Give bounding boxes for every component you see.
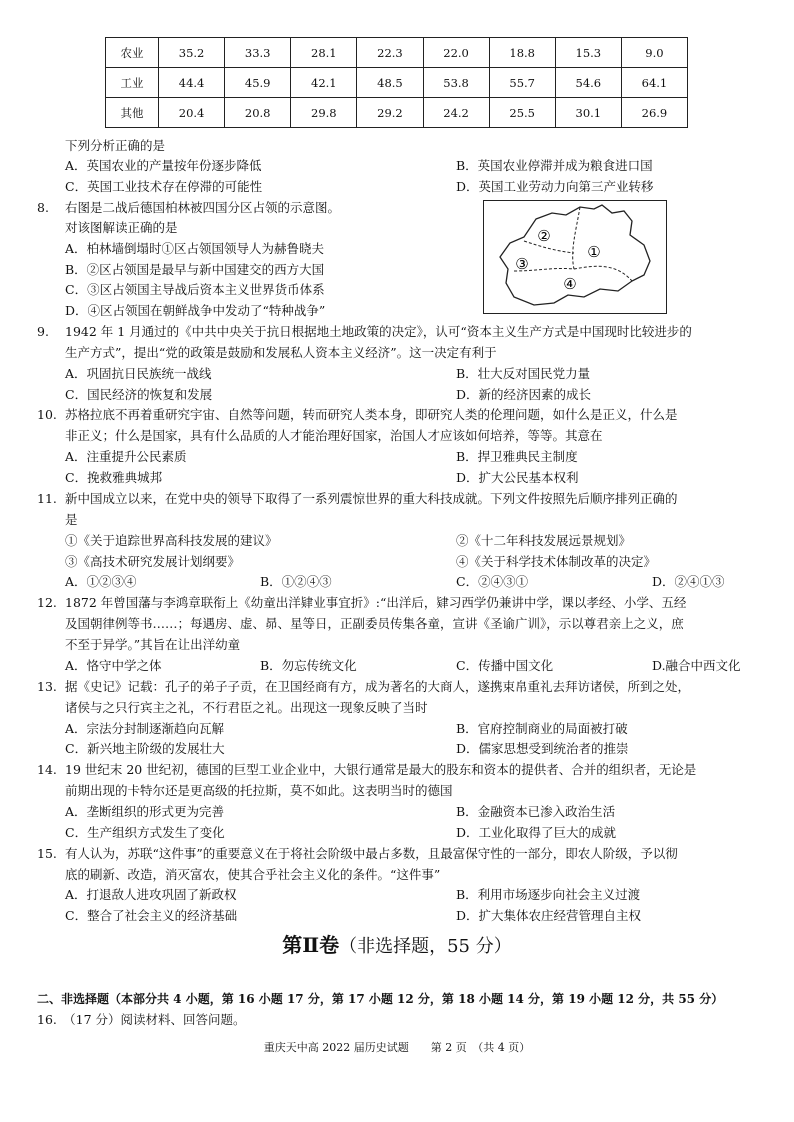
table-cell: 29.2 [357,98,423,128]
part2-title-main: 第Ⅱ卷 [282,933,340,957]
q9-option-c: C．国民经济的恢复和发展 [65,387,213,402]
q10-number: 10. [37,407,57,422]
q14-option-c: C．生产组织方式发生了变化 [65,825,225,840]
q11-option-c: C．②④③① [456,574,529,589]
data-table [105,37,688,128]
table-cell: 33.3 [225,38,291,68]
table-cell: 22.3 [357,38,423,68]
q11-item-1: ①《关于追踪世界高科技发展的建议》 [65,533,278,548]
berlin-sector-map [483,200,667,314]
q13-option-a: A．宗法分封制逐渐趋向瓦解 [65,721,225,736]
table-cell: 55.7 [489,68,555,98]
row-label: 农业 [106,38,159,68]
table-cell: 15.3 [555,38,621,68]
q11-option-b: B．①②④③ [260,574,332,589]
q15-stem-line2: 底的刷新、改造，消灭富农，使其合乎社会主义化的条件。“这件事” [65,867,441,882]
q13-option-d: D．儒家思想受到统治者的推崇 [456,741,629,756]
q10-stem-line1: 苏格拉底不再着重研究宇宙、自然等问题，转而研究人类本身，即研究人类的伦理问题，如什么是正义，什么是 [65,407,678,422]
q7-option-d: D．英国工业劳动力向第三产业转移 [456,179,654,194]
q14-number: 14. [37,762,57,777]
table-cell: 26.9 [621,98,687,128]
table-cell: 30.1 [555,98,621,128]
q8-option-a: A．柏林墙倒塌时①区占领国领导人为赫鲁晓夫 [65,241,325,256]
q13-stem-line1: 据《史记》记载：孔子的弟子子贡，在卫国经商有方，成为著名的大商人，遂携束帛重礼去拜访诸侯，所到之处， [65,679,691,694]
table-cell: 29.8 [291,98,357,128]
q9-number: 9. [37,324,49,339]
table-cell: 20.4 [159,98,225,128]
q7-option-b: B．英国农业停滞并成为粮食进口国 [456,158,653,173]
q16-intro: 16. （17 分）阅读材料、回答问题。 [37,1012,246,1027]
q14-option-b: B．金融资本已渗入政治生活 [456,804,616,819]
map-label-1: ① [587,243,601,261]
table-cell: 22.0 [423,38,489,68]
q15-option-b: B．利用市场逐步向社会主义过渡 [456,887,641,902]
q10-option-d: D．扩大公民基本权利 [456,470,579,485]
q13-option-c: C．新兴地主阶级的发展壮大 [65,741,225,756]
table-cell: 54.6 [555,68,621,98]
table-cell: 24.2 [423,98,489,128]
q15-stem-line1: 有人认为，苏联“这件事”的重要意义在于将社会阶级中最占多数，且最富保守性的一部分，即农人阶级，予以彻 [65,846,678,861]
map-label-4: ④ [563,275,577,293]
table-row [106,68,688,98]
sector-border-1 [573,207,580,269]
q11-option-a: A．①②③④ [65,574,137,589]
table-cell: 28.1 [291,38,357,68]
table-cell: 20.8 [225,98,291,128]
table-cell: 48.5 [357,68,423,98]
table-row [106,98,688,128]
table-cell: 64.1 [621,68,687,98]
q10-stem-line2: 非正义；什么是国家，具有什么品质的人才能治理好国家，治国人才应该如何培养，等等。其意在 [65,428,603,443]
row-label: 工业 [106,68,159,98]
table-cell: 42.1 [291,68,357,98]
q7-option-a: A．英国农业的产量按年份逐步降低 [65,158,262,173]
q15-option-a: A．打退敌人进攻巩固了新政权 [65,887,237,902]
q13-option-b: B．官府控制商业的局面被打破 [456,721,628,736]
map-label-3: ③ [515,255,529,273]
q9-stem-line2: 生产方式”，提出“党的政策是鼓励和发展私人资本主义经济”。这一决定有利于 [65,345,497,360]
q9-option-d: D．新的经济因素的成长 [456,387,592,402]
part2-heading: 二、非选择题（本部分共 4 小题，第 16 小题 17 分，第 17 小题 12 分，第 18 小题 14 分，第 19 小题 12 分，共 55 分） [37,992,724,1006]
q8-stem-line1: 右图是二战后德国柏林被四国分区占领的示意图。 [65,200,341,215]
q9-stem-line1: 1942 年 1 月通过的《中共中央关于抗日根据地土地政策的决定》，认可“资本主义生产方式是中国现时比较进步的 [65,324,692,339]
table-cell: 53.8 [423,68,489,98]
page-footer: 重庆天中高 2022 届历史试题 第 2 页 （共 4 页） [263,1041,531,1054]
berlin-map-drawing [484,201,666,313]
q11-stem-line1: 新中国成立以来，在党中央的领导下取得了一系列震惊世界的重大科技成就。下列文件按照先后顺序排列正确的 [65,491,678,506]
table-cell: 25.5 [489,98,555,128]
q10-option-a: A．注重提升公民素质 [65,449,187,464]
q15-option-d: D．扩大集体农庄经营管理自主权 [456,908,642,923]
part2-title-sub: （非选择题，55 分） [339,936,512,957]
q11-item-4: ④《关于科学技术体制改革的决定》 [456,554,657,569]
q7-stem: 下列分析正确的是 [65,138,166,153]
q11-stem-line2: 是 [65,512,78,527]
q9-option-b: B．壮大反对国民党力量 [456,366,591,381]
q13-number: 13. [37,679,57,694]
q11-option-d: D．②④①③ [652,574,725,589]
table-cell: 44.4 [159,68,225,98]
q12-stem-line1: 1872 年曾国藩与李鸿章联衔上《幼童出洋肄业事宜折》:“出洋后，肄习西学仍兼讲中学，课以孝经、小学、五经 [65,595,687,610]
q11-number: 11. [37,491,57,506]
q8-option-b: B．②区占领国是最早与新中国建交的西方大国 [65,262,325,277]
q12-stem-line2: 及国朝律例等书……；每遇房、虚、昴、星等日，正副委员传集各童，宣讲《圣谕广训》，示以尊君亲上之义，庶 [65,616,684,631]
table-cell: 35.2 [159,38,225,68]
q11-item-2: ②《十二年科技发展远景规划》 [456,533,632,548]
row-label: 其他 [106,98,159,128]
part2-title [0,932,794,960]
q15-number: 15. [37,846,57,861]
q14-option-a: A．垄断组织的形式更为完善 [65,804,225,819]
q12-option-c: C．传播中国文化 [456,658,554,673]
q12-option-b: B．勿忘传统文化 [260,658,357,673]
q12-number: 12. [37,595,57,610]
q7-option-c: C．英国工业技术存在停滞的可能性 [65,179,263,194]
q11-item-3: ③《高技术研究发展计划纲要》 [65,554,241,569]
q14-stem-line2: 前期出现的卡特尔还是更高级的托拉斯，莫不如此。这表明当时的德国 [65,783,453,798]
q9-option-a: A．巩固抗日民族统一战线 [65,366,212,381]
q10-option-c: C．挽救雅典城邦 [65,470,163,485]
q12-stem-line3: 不至于异学。”其旨在让出洋幼童 [65,637,241,652]
q8-option-c: C．③区占领国主导战后资本主义世界货币体系 [65,282,325,297]
q13-stem-line2: 诸侯与之只行宾主之礼，不行君臣之礼。出现这一现象反映了当时 [65,700,428,715]
q15-option-c: C．整合了社会主义的经济基础 [65,908,238,923]
table-cell: 45.9 [225,68,291,98]
q8-number: 8. [37,200,49,215]
q12-option-a: A．恪守中学之体 [65,658,162,673]
q14-option-d: D．工业化取得了巨大的成就 [456,825,617,840]
map-label-2: ② [537,227,551,245]
q14-stem-line1: 19 世纪末 20 世纪初，德国的巨型工业企业中，大银行通常是最大的股东和资本的提供者、合并的组织者，无论是 [65,762,697,777]
table-cell: 18.8 [489,38,555,68]
q8-option-d: D．④区占领国在朝鲜战争中发动了“特种战争” [65,303,326,318]
table-cell: 9.0 [621,38,687,68]
q12-option-d: D.融合中西文化 [652,658,741,673]
q10-option-b: B．捍卫雅典民主制度 [456,449,578,464]
table-row [106,38,688,68]
q8-stem-line2: 对该图解读正确的是 [65,220,178,235]
